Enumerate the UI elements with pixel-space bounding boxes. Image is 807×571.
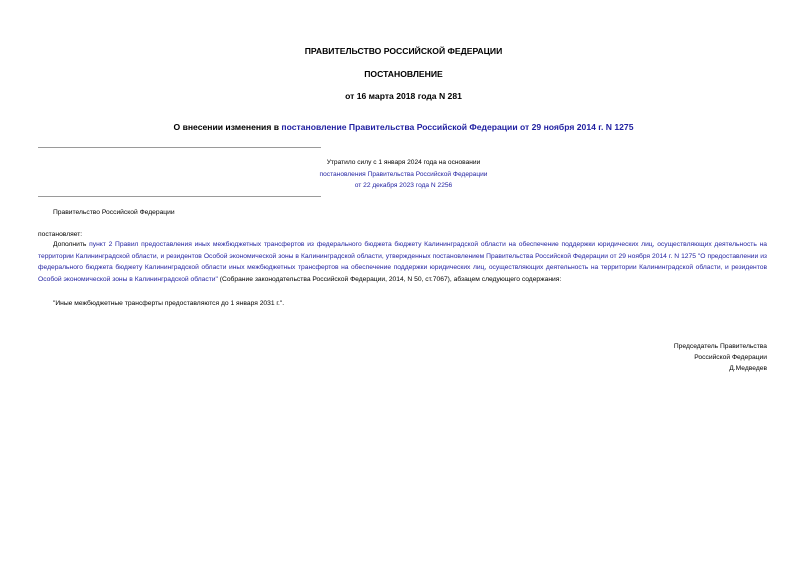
repeal-decree-link-line1[interactable]: постановления Правительства Российской Федерации [319,170,488,178]
repeal-decree-link-line2[interactable]: от 22 декабря 2023 года N 2256 [354,182,453,189]
para-start: Дополнить [53,241,90,248]
signature-country: Российской Федерации [694,353,767,361]
decrees-word: постановляет: [38,231,83,238]
rules-point-link[interactable]: пункт 2 Правил предоставления иных межбюджетных трансфертов из федерального бюджета бюджету Калининградской области на обеспечение поддержки юридических лиц, осуществляющих деятельность на территории Калининградской области, и резидентов Особой экономической зоны в Калининградской области, утвержденных постановлением Правительства Российской Федерации от 29 ноября 2014 г. N 1275 "О предоставлении из федерального бюджета бюджету Калининградской области иных межбюджетных трансфертов на обеспечение поддержки юридических лиц, осуществляющих деятельность на территории Калининградской области, и резидентов Особой экономической зоны в Калининградской области" [38,241,767,283]
document-title-prefix: О внесении изменения в [173,122,282,132]
status-line: Утратило силу с 1 января 2024 года на основании [326,159,481,166]
para-end: (Собрание законодательства Российской Федерации, 2014, N 50, ст.7067), абзацем следующего содержания: [217,275,562,283]
signature-name: Д.Медведев [729,364,767,372]
main-paragraph [38,239,767,285]
document-title [0,122,807,132]
signature-block [674,342,767,374]
inserted-text: "Иные межбюджетные трансферты предоставляются до 1 января 2031 г.". [53,300,285,307]
amended-decree-link[interactable]: постановление Правительства Российской Федерации от 29 ноября 2014 г. N 1275 [281,122,634,132]
divider-top [38,147,321,148]
divider-bottom [38,196,321,197]
government-name: ПРАВИТЕЛЬСТВО РОССИЙСКОЙ ФЕДЕРАЦИИ [304,46,503,56]
signature-position: Председатель Правительства [673,343,767,350]
status-note [0,157,807,192]
government-subject: Правительство Российской Федерации [53,209,175,216]
document-type: ПОСТАНОВЛЕНИЕ [364,69,443,79]
repeal-decree-link[interactable] [0,169,807,192]
document-date-number: от 16 марта 2018 года N 281 [345,91,462,101]
